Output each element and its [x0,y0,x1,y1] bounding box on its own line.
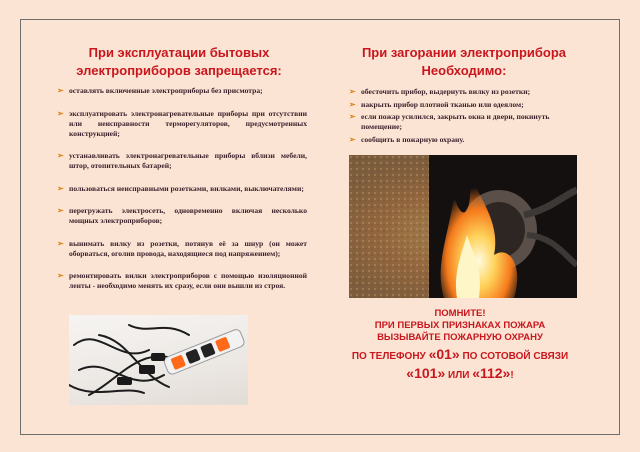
left-section-title [48,44,310,80]
arrow-bullet-icon: ➢ [57,108,64,118]
list-item: ➢ устанавливать электронагревательные приборы вблизи мебели, штор, отопительных батарей; [57,151,307,170]
arrow-bullet-icon: ➢ [57,271,64,280]
list-item: ➢ ремонтировать вилки электроприборов с помощью изоляционной ленты - необходимо менять их сразу, если они вышли из строя. [57,271,307,290]
warning-line-5: «101» ИЛИ «112»! [406,365,514,381]
fire-actions-list [349,87,585,147]
list-item: ➢ если пожар усилился, закрыть окна и двери, покинуть помещение; [349,112,550,131]
list-item: ➢ оставлять включенные электроприборы без присмотра; [57,86,263,95]
burning-socket-photo [349,155,577,298]
arrow-bullet-icon: ➢ [57,206,64,215]
emergency-call-notice [342,308,578,384]
left-title-line-1: При эксплуатации бытовых [88,45,270,60]
arrow-bullet-icon: ➢ [349,99,356,109]
phone-number-112: «112» [472,365,511,381]
arrow-bullet-icon: ➢ [349,112,356,121]
list-item: ➢ эксплуатировать электронагревательные приборы при отсутствии или неисправности терморегуляторов, предусмотренных конструкцией; [57,108,307,138]
extension-cord-illustration [69,315,248,405]
warning-line-3: ВЫЗЫВАЙТЕ ПОЖАРНУЮ ОХРАНУ [377,332,543,343]
prohibitions-list [57,86,307,304]
list-item: ➢ сообщить в пожарную охрану. [349,134,465,144]
list-item: ➢ вынимать вилку из розетки, потянув её за шнур (он может оборваться, оголив провода, находящиеся под напряжением); [57,238,307,258]
arrow-bullet-icon: ➢ [57,183,64,193]
remember-heading: ПОМНИТЕ! [434,308,486,319]
arrow-bullet-icon: ➢ [57,151,64,160]
list-item: ➢ перегружать электросеть, одновременно включая несколько мощных электроприборов; [57,206,307,225]
arrow-bullet-icon: ➢ [349,134,356,144]
arrow-bullet-icon: ➢ [57,86,64,95]
right-title-line-1: При загорании электроприбора [361,45,567,60]
burning-socket-illustration [349,155,577,298]
list-item: ➢ пользоваться неисправными розетками, вилками, выключателями; [57,183,304,193]
right-section-title [346,44,582,80]
left-title-line-2: электроприборов запрещается: [76,63,282,78]
extension-cord-photo [69,315,248,405]
arrow-bullet-icon: ➢ [57,238,64,248]
right-title-line-2: Необходимо: [421,63,507,78]
phone-number-101: «101» [406,365,446,381]
phone-number-01: «01» [428,346,460,362]
list-item: ➢ обесточить прибор, выдернуть вилку из розетки; [349,87,531,96]
warning-line-4: ПО ТЕЛЕФОНУ «01» ПО СОТОВОЙ СВЯЗИ [351,346,569,362]
list-item: ➢ накрыть прибор плотной тканью или одеялом; [349,99,524,109]
warning-line-2: ПРИ ПЕРВЫХ ПРИЗНАКАХ ПОЖАРА [374,320,546,331]
arrow-bullet-icon: ➢ [349,87,356,96]
